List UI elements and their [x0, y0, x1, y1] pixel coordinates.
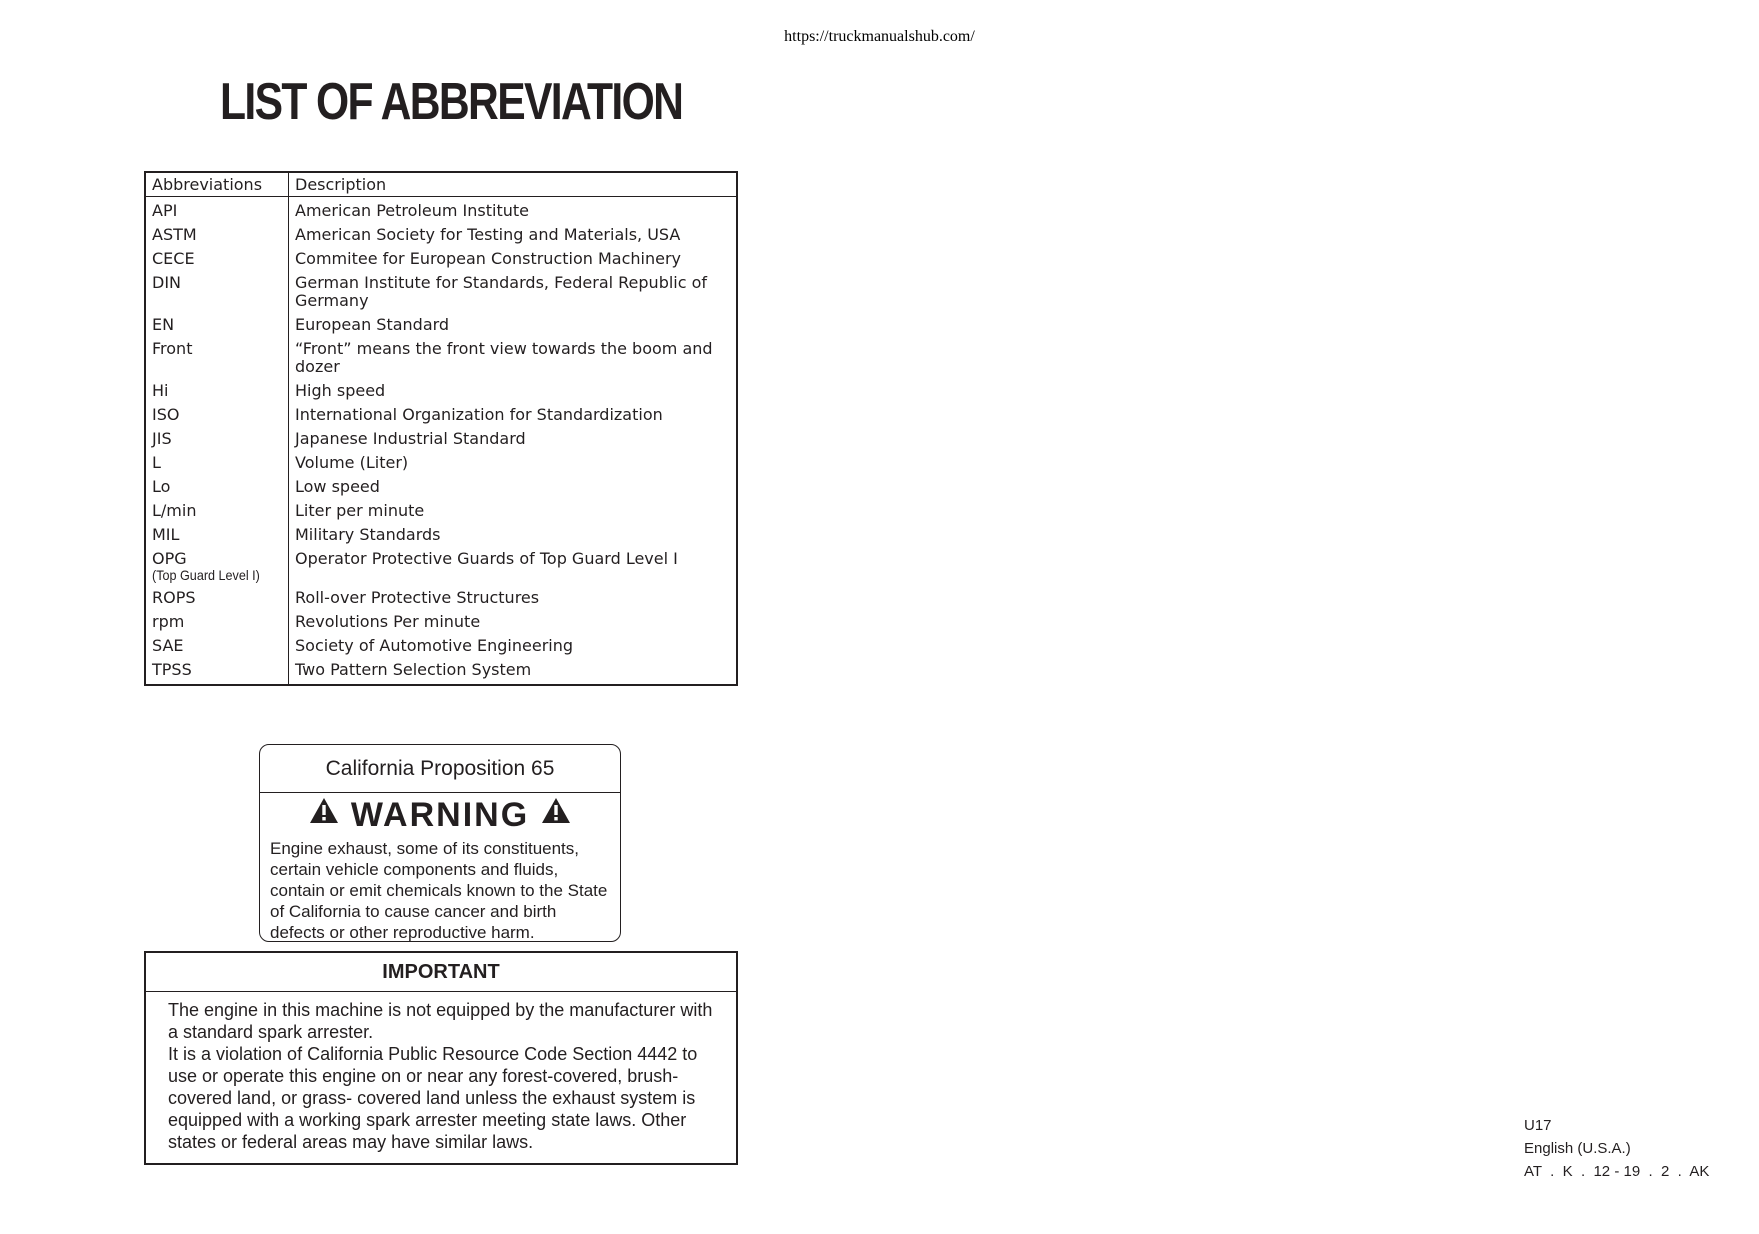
- table-row: [145, 610, 737, 634]
- prop65-title: California Proposition 65: [260, 745, 620, 793]
- description-cell: Liter per minute: [295, 501, 425, 520]
- table-row: [145, 451, 737, 475]
- description-cell: German Institute for Standards, Federal Republic of Germany: [295, 273, 708, 310]
- description-cell: Low speed: [295, 477, 380, 496]
- important-paragraph: The engine in this machine is not equipped by the manufacturer with a standard spark arrester.: [168, 1000, 713, 1042]
- abbreviation-cell: [145, 427, 289, 451]
- table-header-row: [145, 172, 737, 197]
- table-row: [145, 247, 737, 271]
- abbreviation-term: API: [152, 201, 178, 220]
- abbreviation-term: SAE: [152, 636, 184, 655]
- table-row: [145, 427, 737, 451]
- abbreviation-cell: [145, 475, 289, 499]
- table-row: [145, 197, 737, 224]
- description-cell: Society of Automotive Engineering: [295, 636, 574, 655]
- important-title: IMPORTANT: [146, 953, 736, 992]
- abbreviation-term: ISO: [152, 405, 180, 424]
- abbreviation-cell: [145, 610, 289, 634]
- description-cell: High speed: [295, 381, 386, 400]
- abbreviation-term: rpm: [152, 612, 185, 631]
- abbreviation-cell: [145, 634, 289, 658]
- table-row: [145, 499, 737, 523]
- description-cell: European Standard: [295, 315, 450, 334]
- important-paragraph: It is a violation of California Public Resource Code Section 4442 to use or operate this engine on or near any forest-covered, brush-covered land, or grass- covered land unless the exhaust system is equipped with a working spark arrester meeting state laws. Other states or federal areas may have similar laws.: [168, 1044, 698, 1152]
- prop65-warning-box: [259, 744, 621, 942]
- warning-heading: [260, 794, 620, 838]
- abbreviation-term: OPG: [152, 549, 187, 568]
- abbreviation-cell: [145, 547, 289, 586]
- table-row: [145, 271, 737, 313]
- abbreviation-term: ROPS: [152, 588, 196, 607]
- abbreviation-cell: [145, 403, 289, 427]
- table-row: [145, 313, 737, 337]
- abbreviation-term: ASTM: [152, 225, 197, 244]
- description-cell: American Society for Testing and Materials, USA: [295, 225, 681, 244]
- abbreviation-term: L/min: [152, 501, 197, 520]
- table-row: [145, 547, 737, 586]
- abbreviation-cell: [145, 586, 289, 610]
- description-cell: Two Pattern Selection System: [295, 660, 532, 679]
- abbreviation-cell: [145, 499, 289, 523]
- description-cell: “Front” means the front view towards the boom and dozer: [295, 339, 713, 376]
- important-text: [146, 992, 736, 1153]
- abbreviation-cell: [145, 658, 289, 685]
- abbreviation-term: L: [152, 453, 161, 472]
- page-footer: [1524, 1114, 1709, 1183]
- abbreviation-rows: [145, 197, 737, 686]
- table-row: [145, 337, 737, 379]
- abbreviation-term: Front: [152, 339, 193, 358]
- abbreviation-term: Hi: [152, 381, 169, 400]
- abbreviation-term: Lo: [152, 477, 171, 496]
- abbreviation-term: CECE: [152, 249, 195, 268]
- table-row: [145, 523, 737, 547]
- prop65-text: Engine exhaust, some of its constituents, certain vehicle components and fluids, contain or emit chemicals known to the State of California to cause cancer and birth defects or other reproductive harm.: [270, 839, 608, 943]
- description-cell: International Organization for Standardization: [295, 405, 663, 424]
- description-cell: Japanese Industrial Standard: [295, 429, 526, 448]
- abbreviation-term: MIL: [152, 525, 180, 544]
- page-title: LIST OF ABBREVIATION: [220, 73, 683, 131]
- abbreviation-cell: [145, 223, 289, 247]
- abbreviation-cell: [145, 247, 289, 271]
- abbreviation-cell: [145, 337, 289, 379]
- important-notice-box: [144, 951, 738, 1165]
- abbreviation-term: EN: [152, 315, 175, 334]
- footer-language: English (U.S.A.): [1524, 1140, 1631, 1157]
- description-cell: Operator Protective Guards of Top Guard Level I: [295, 549, 678, 568]
- table-row: [145, 379, 737, 403]
- abbreviation-cell: [145, 197, 289, 224]
- table-row: [145, 658, 737, 685]
- table-row: [145, 475, 737, 499]
- footer-code: AT . K . 12 - 19 . 2 . AK: [1524, 1163, 1710, 1180]
- abbreviation-cell: [145, 379, 289, 403]
- abbreviation-cell: [145, 271, 289, 313]
- footer-model: U17: [1524, 1117, 1552, 1134]
- table-row: [145, 223, 737, 247]
- description-cell: Revolutions Per minute: [295, 612, 481, 631]
- description-cell: American Petroleum Institute: [295, 201, 529, 220]
- description-cell: Commitee for European Construction Machinery: [295, 249, 681, 268]
- abbreviation-cell: [145, 451, 289, 475]
- source-url[interactable]: https://truckmanualshub.com/: [784, 28, 975, 45]
- abbreviation-note: (Top Guard Level I): [152, 567, 260, 583]
- table-row: [145, 634, 737, 658]
- abbreviation-term: DIN: [152, 273, 182, 292]
- warning-label: WARNING: [350, 796, 530, 834]
- column-header-description: Description: [289, 172, 738, 197]
- warning-triangle-icon: [541, 792, 571, 834]
- table-row: [145, 403, 737, 427]
- description-cell: Roll-over Protective Structures: [295, 588, 540, 607]
- abbreviation-cell: [145, 523, 289, 547]
- warning-triangle-icon: [309, 792, 339, 834]
- column-header-abbreviations: Abbreviations: [145, 172, 289, 197]
- abbreviation-term: JIS: [152, 429, 172, 448]
- description-cell: Military Standards: [295, 525, 441, 544]
- abbreviation-term: TPSS: [152, 660, 192, 679]
- abbreviation-table: [144, 171, 738, 686]
- description-cell: Volume (Liter): [295, 453, 409, 472]
- table-row: [145, 586, 737, 610]
- abbreviation-cell: [145, 313, 289, 337]
